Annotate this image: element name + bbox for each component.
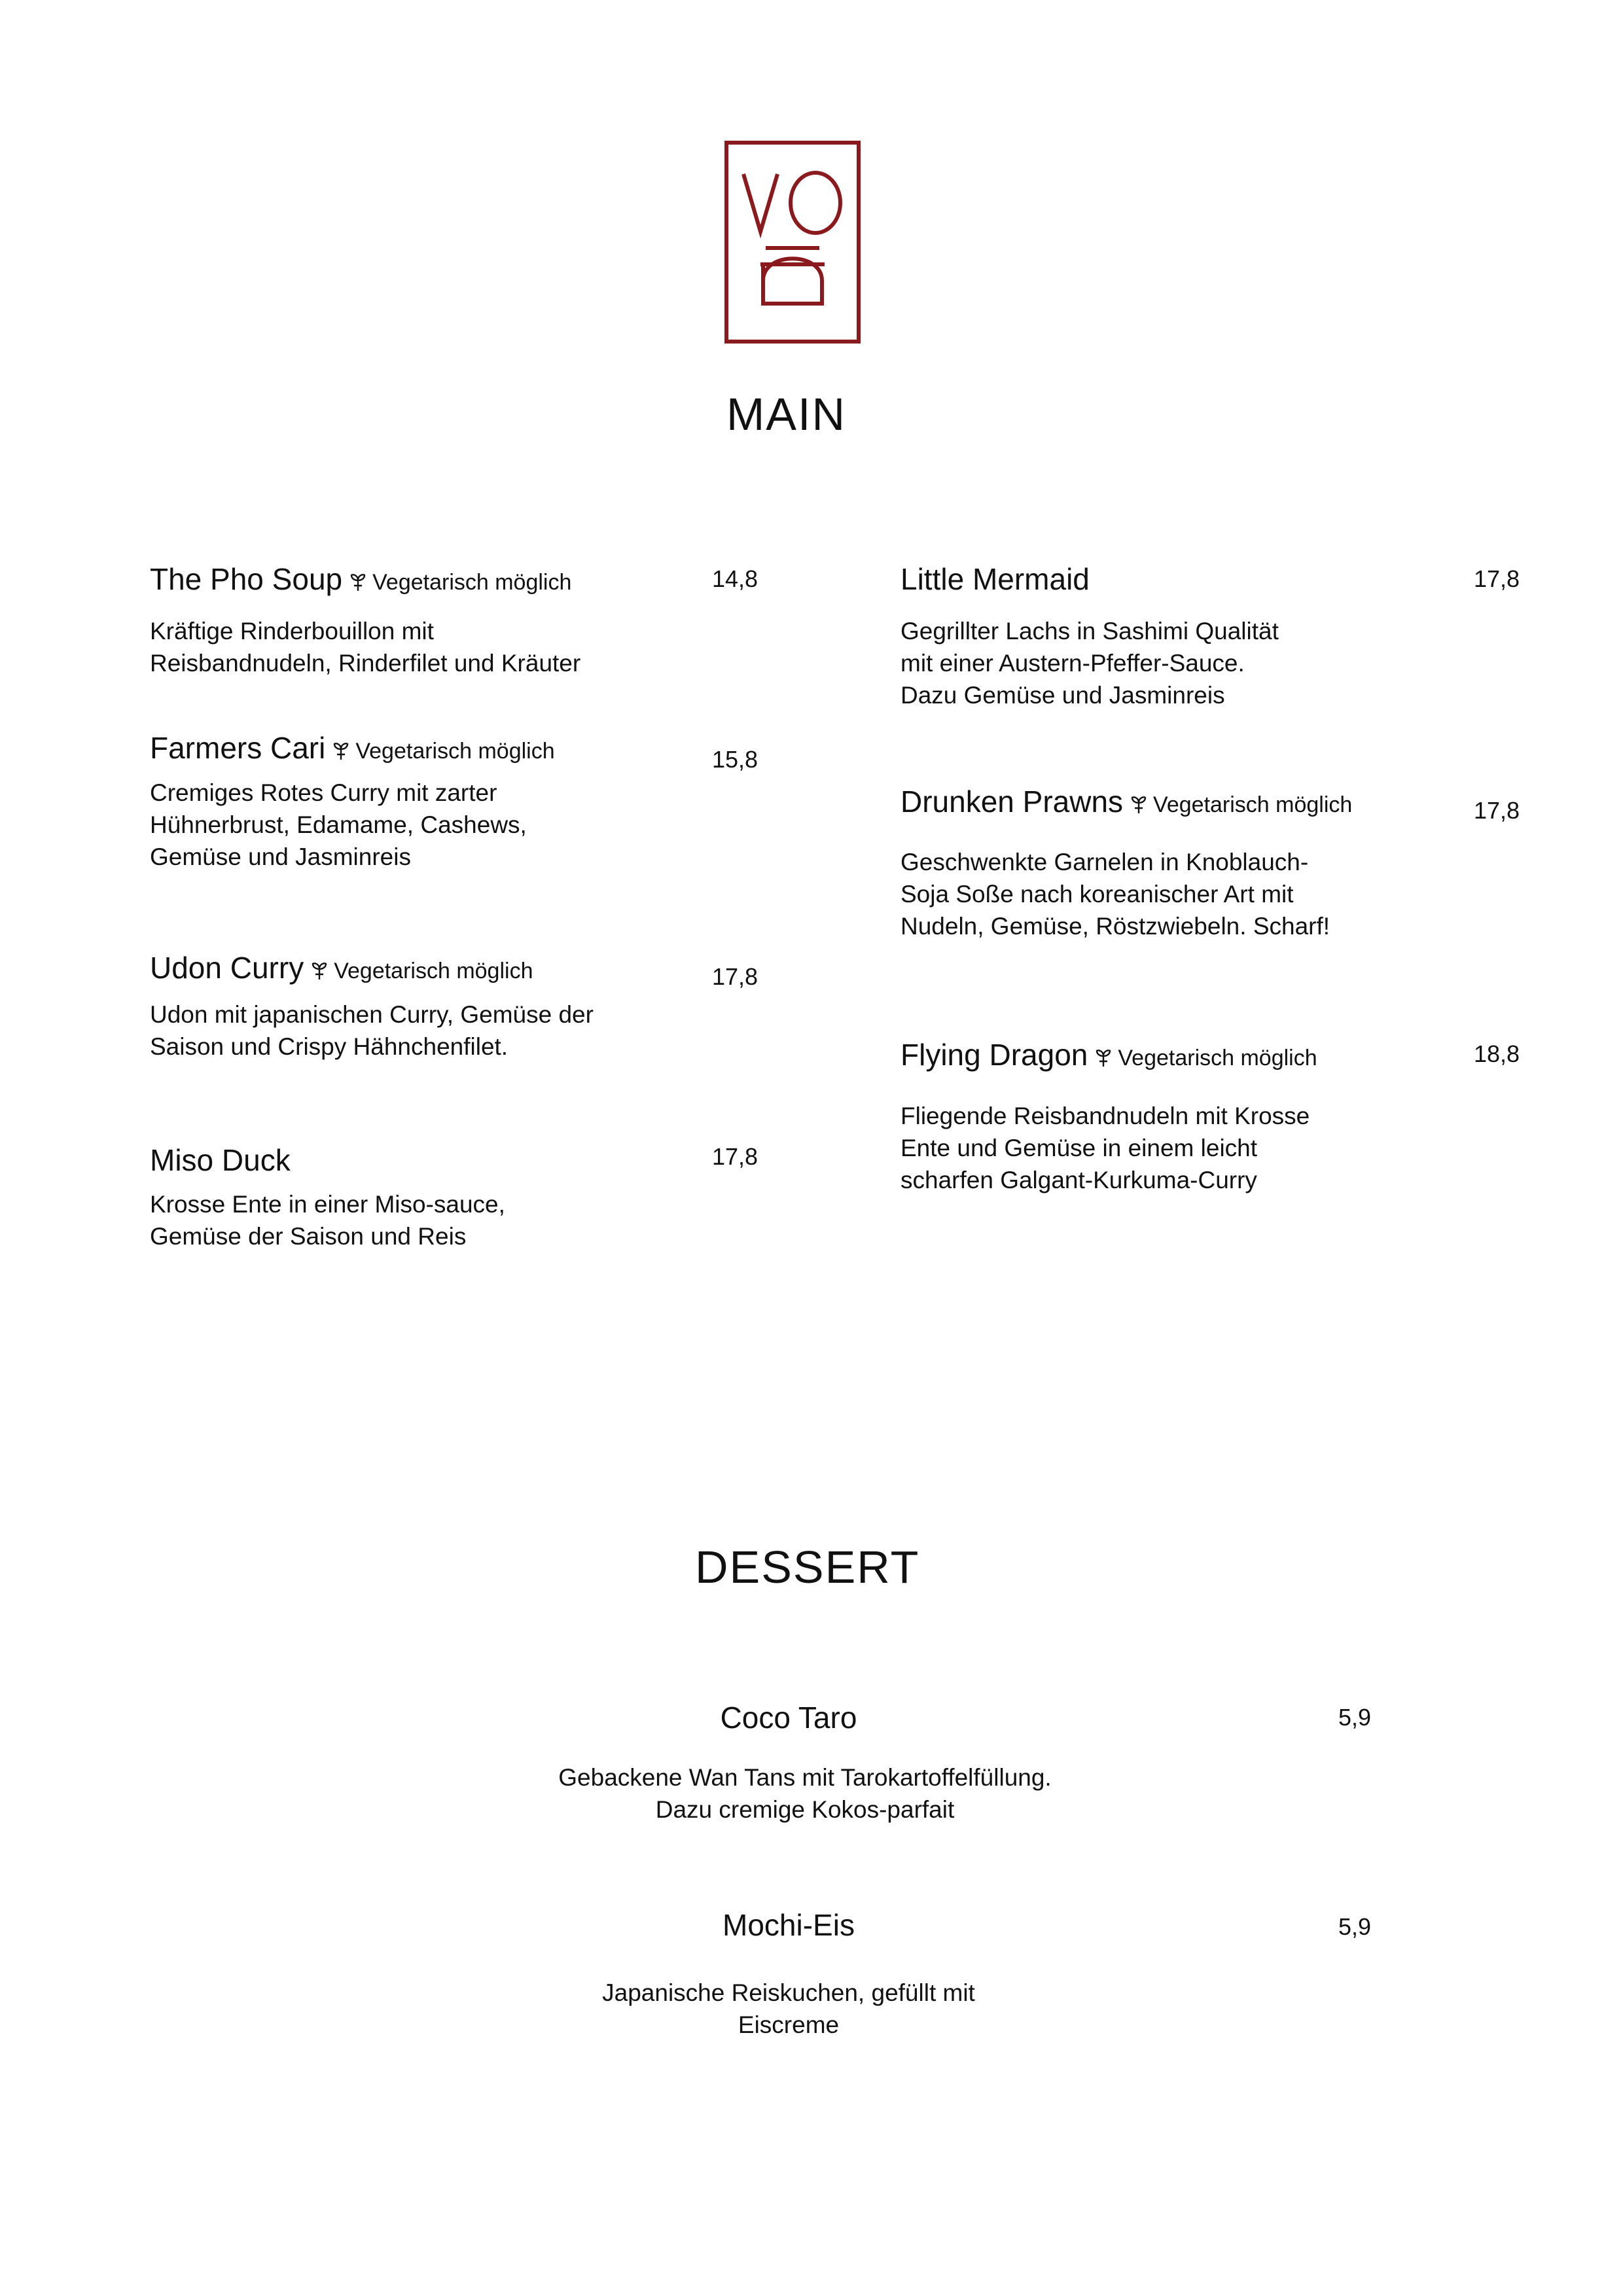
item-price: 5,9 bbox=[1338, 1704, 1372, 1731]
item-name: Mochi-Eis bbox=[722, 1908, 855, 1942]
item-price: 18,8 bbox=[1474, 1040, 1520, 1067]
dessert-item bbox=[658, 1700, 919, 1735]
item-price: 17,8 bbox=[1474, 797, 1520, 824]
vod-logo bbox=[724, 140, 861, 344]
veg-badge bbox=[333, 739, 554, 764]
sprout-icon bbox=[350, 571, 366, 592]
veg-badge bbox=[1096, 1046, 1317, 1070]
item-description: Fliegende Reisbandnudeln mit Krosse Ente und Gemüse in einem leicht scharfen Galgant-Kurkuma-Curry bbox=[901, 1103, 1310, 1193]
item-description: Kräftige Rinderbouillon mit Reisbandnudeln, Rinderfilet und Kräuter bbox=[150, 618, 581, 677]
item-description: Geschwenkte Garnelen in Knoblauch- Soja Soße nach koreanischer Art mit Nudeln, Gemüse, Röstzwiebeln. Scharf! bbox=[901, 849, 1330, 940]
menu-item bbox=[150, 1142, 291, 1178]
menu-item bbox=[150, 950, 533, 985]
item-description: Krosse Ente in einer Miso-sauce, Gemüse der Saison und Reis bbox=[150, 1191, 505, 1250]
item-price: 17,8 bbox=[712, 963, 758, 990]
dessert-title: DESSERT bbox=[695, 1542, 920, 1593]
item-name: Flying Dragon bbox=[901, 1038, 1088, 1072]
item-description: Gebackene Wan Tans mit Tarokartoffelfüllung. Dazu cremige Kokos-parfait bbox=[558, 1764, 1052, 1823]
item-price: 17,8 bbox=[1474, 565, 1520, 592]
item-description: Udon mit japanischen Curry, Gemüse der Saison und Crispy Hähnchenfilet. bbox=[150, 1001, 594, 1060]
menu-item bbox=[901, 1037, 1317, 1072]
menu-item bbox=[150, 730, 555, 766]
veg-label: Vegetarisch möglich bbox=[334, 959, 533, 983]
veg-label: Vegetarisch möglich bbox=[372, 570, 572, 595]
sprout-icon bbox=[333, 740, 349, 761]
item-name: Drunken Prawns bbox=[901, 785, 1124, 819]
dessert-item bbox=[658, 1907, 919, 1943]
item-name: Farmers Cari bbox=[150, 731, 326, 765]
logo-text: VOD bbox=[793, 336, 794, 337]
item-name: The Pho Soup bbox=[150, 562, 343, 596]
veg-label: Vegetarisch möglich bbox=[1153, 792, 1353, 817]
item-description: Gegrillter Lachs in Sashimi Qualität mit einer Austern-Pfeffer-Sauce. Dazu Gemüse und Jasminreis bbox=[901, 618, 1279, 709]
veg-badge bbox=[1131, 792, 1352, 817]
menu-item bbox=[150, 561, 571, 597]
sprout-icon bbox=[1131, 794, 1147, 815]
item-name: Coco Taro bbox=[720, 1701, 857, 1735]
veg-label: Vegetarisch möglich bbox=[355, 739, 555, 764]
item-price: 14,8 bbox=[712, 565, 758, 592]
sprout-icon bbox=[1096, 1047, 1111, 1068]
item-description: Cremiges Rotes Curry mit zarter Hühnerbrust, Edamame, Cashews, Gemüse und Jasminreis bbox=[150, 779, 527, 870]
item-price: 17,8 bbox=[712, 1143, 758, 1170]
menu-item bbox=[901, 784, 1352, 819]
item-name: Udon Curry bbox=[150, 951, 304, 985]
item-price: 15,8 bbox=[712, 746, 758, 773]
veg-badge bbox=[312, 959, 533, 983]
menu-item bbox=[901, 561, 1090, 597]
item-description: Japanische Reiskuchen, gefüllt mit Eiscreme bbox=[602, 1979, 975, 2038]
item-name: Little Mermaid bbox=[901, 562, 1090, 596]
item-price: 5,9 bbox=[1338, 1913, 1372, 1940]
item-name: Miso Duck bbox=[150, 1143, 291, 1177]
sprout-icon bbox=[312, 960, 327, 981]
veg-badge bbox=[350, 570, 571, 595]
main-title: MAIN bbox=[726, 389, 846, 440]
veg-label: Vegetarisch möglich bbox=[1118, 1046, 1317, 1070]
